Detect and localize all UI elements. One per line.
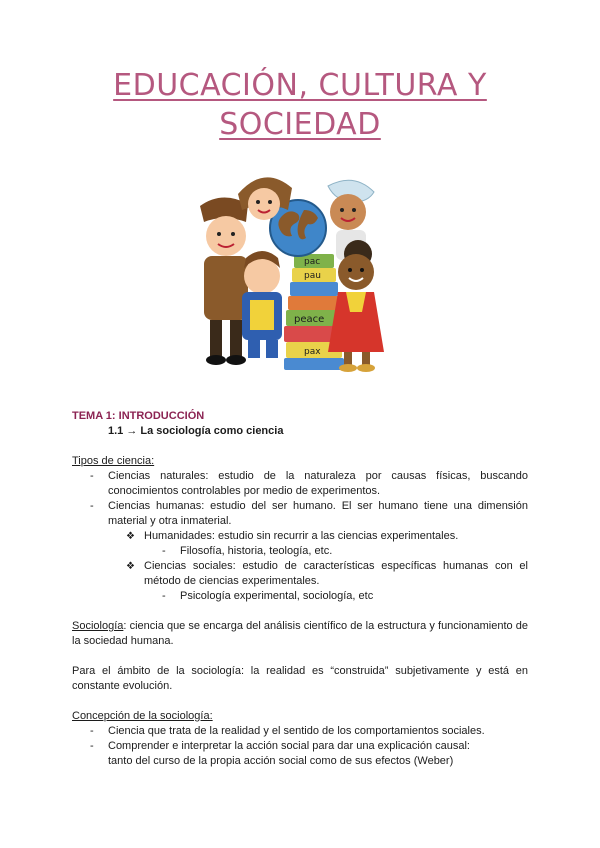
concepcion-heading: Concepción de la sociología: bbox=[72, 710, 213, 722]
concepcion-item-2-cont: tanto del curso de la propia acción social como de sus efectos (Weber) bbox=[108, 755, 454, 767]
list-item: - Comprender e interpretar la acción social para dar una explicación causal: bbox=[90, 740, 470, 752]
list-item-continuation bbox=[72, 754, 528, 769]
list-item bbox=[72, 529, 528, 544]
list-item: - Ciencias naturales: estudio de la naturaleza por causas físicas, buscando conocimientos controlables por medio de experimentos. bbox=[90, 470, 528, 497]
list-item bbox=[72, 559, 528, 589]
diamond-bullet-icon: ❖ bbox=[126, 561, 135, 572]
list-item: - Filosofía, historia, teología, etc. bbox=[162, 545, 333, 557]
concepcion-item-2: Comprender e interpretar la acción social para dar una explicación causal: bbox=[108, 740, 470, 752]
humanidades-sub-text: Filosofía, historia, teología, etc. bbox=[180, 545, 333, 557]
list-item: - Ciencias humanas: estudio del ser humano. El ser humano tiene una dimensión material y otra inmaterial. bbox=[90, 500, 528, 527]
subsection-heading: 1.1 → La sociología como ciencia bbox=[108, 425, 284, 437]
book-label-3: peace bbox=[294, 314, 325, 325]
sociologia-definition: : ciencia que se encarga del análisis científico de la estructura y funcionamiento de la sociedad humana. bbox=[72, 620, 528, 647]
document-title: EDUCACIÓN, CULTURA Y SOCIEDAD bbox=[113, 68, 487, 142]
children-around-globe-illustration bbox=[186, 172, 398, 374]
ciencias-humanas-text: Ciencias humanas: estudio del ser humano. El ser humano tiene una dimensión material y otra inmaterial. bbox=[108, 500, 528, 527]
section-heading: TEMA 1: INTRODUCCIÓN bbox=[72, 410, 205, 422]
diamond-bullet-icon: ❖ bbox=[126, 531, 135, 542]
humanidades-text: Humanidades: estudio sin recurrir a las ciencias experimentales. bbox=[144, 530, 459, 542]
tipos-list bbox=[72, 469, 528, 604]
book-label-1: pac bbox=[304, 257, 321, 267]
child-left bbox=[200, 197, 248, 365]
child-front bbox=[242, 251, 282, 358]
concepcion-list bbox=[72, 724, 528, 769]
book-label-2: pau bbox=[304, 271, 321, 281]
book-label-4: pax bbox=[304, 347, 321, 357]
sociologia-paragraph bbox=[72, 619, 528, 649]
concepcion-item-1: Ciencia que trata de la realidad y el sentido de los comportamientos sociales. bbox=[108, 725, 485, 737]
tipos-heading: Tipos de ciencia: bbox=[72, 455, 155, 467]
list-item: - Psicología experimental, sociología, etc bbox=[162, 590, 374, 602]
sociales-sub-text: Psicología experimental, sociología, etc bbox=[180, 590, 374, 602]
sociologia-term: Sociología bbox=[72, 620, 124, 632]
ambito-paragraph: Para el ámbito de la sociología: la realidad es “construida” subjetivamente y está en constante evolución. bbox=[72, 665, 528, 692]
document-body bbox=[72, 409, 528, 769]
list-item: - Ciencia que trata de la realidad y el sentido de los comportamientos sociales. bbox=[90, 725, 485, 737]
ciencias-naturales-text: Ciencias naturales: estudio de la naturaleza por causas físicas, buscando conocimientos controlables por medio de experimentos. bbox=[108, 470, 528, 497]
ciencias-sociales-text: Ciencias sociales: estudio de características específicas humanas con el método de ciencias experimentales. bbox=[144, 560, 528, 587]
